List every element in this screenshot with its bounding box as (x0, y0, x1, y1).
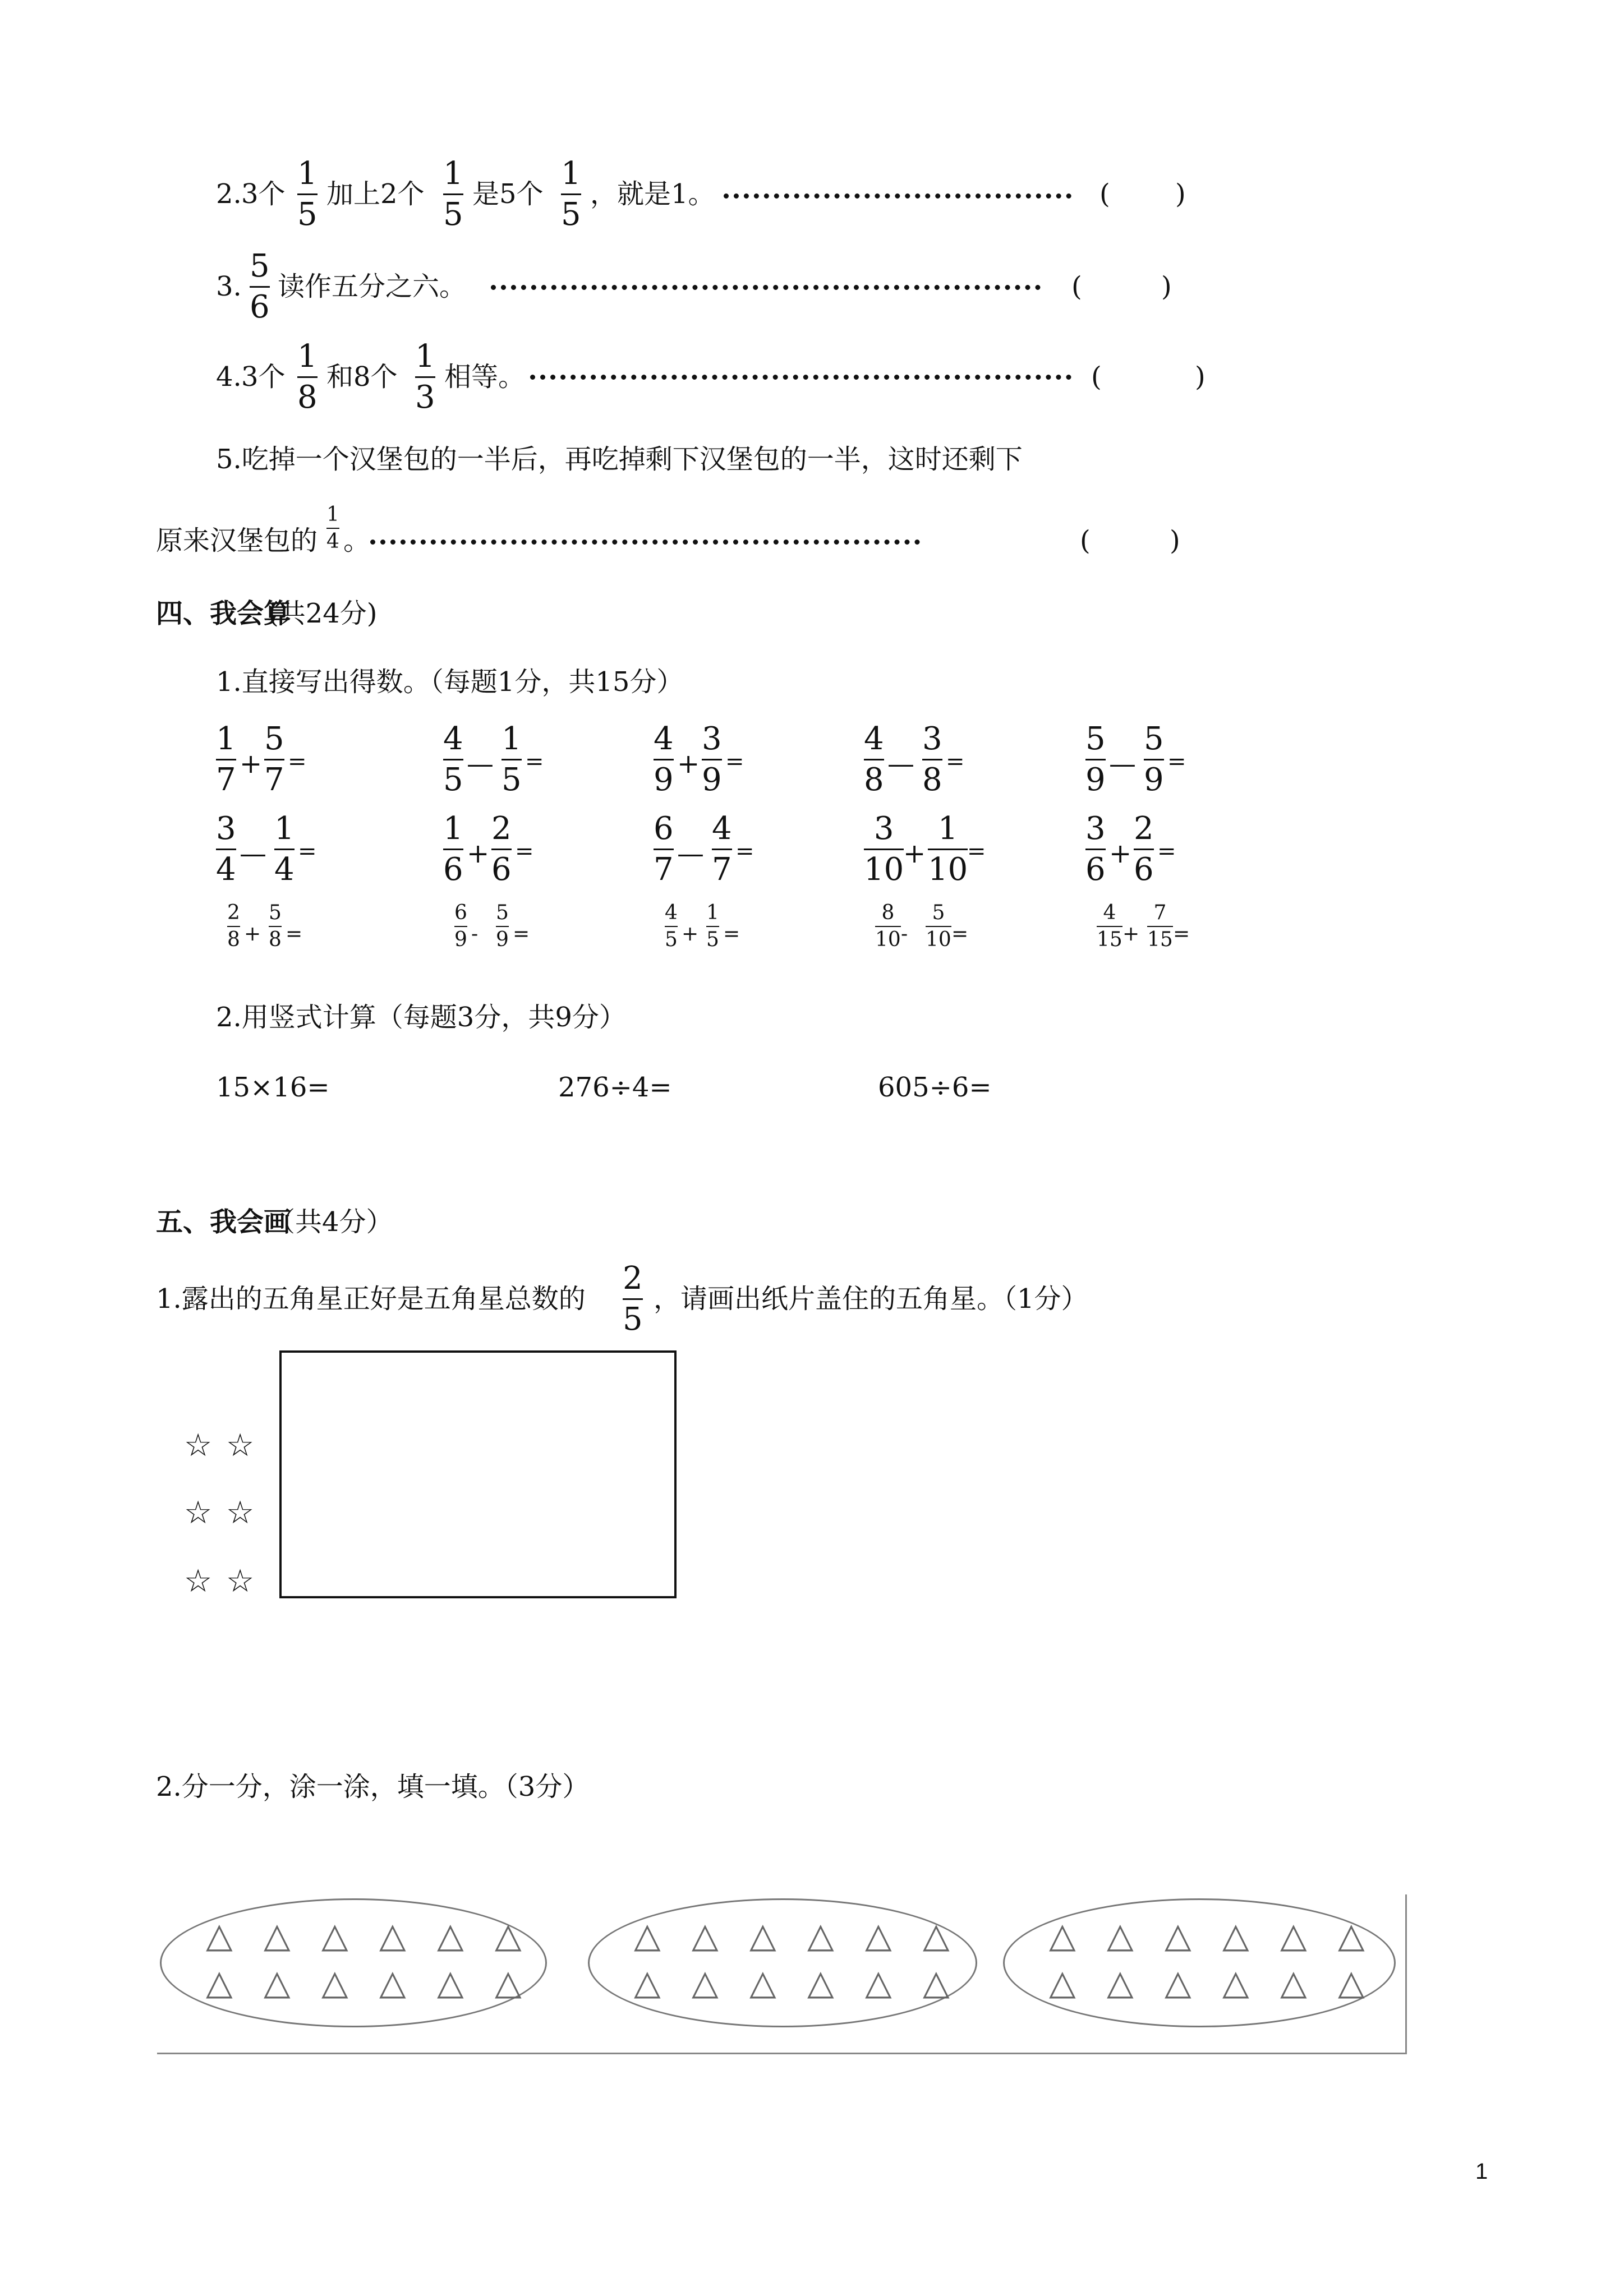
triangle-icon[interactable]: △ (1165, 1962, 1191, 2003)
triangle-icon[interactable]: △ (923, 1915, 950, 1956)
section-4-title: 四、我会算 (156, 598, 291, 629)
q4-fraction-1: 1 8 (297, 338, 318, 416)
vertical-calc-3: 605÷6= (878, 1072, 992, 1103)
triangle-icon[interactable]: △ (379, 1915, 406, 1956)
calc-operator: — (1109, 748, 1136, 780)
triangle-icon[interactable]: △ (1222, 1915, 1249, 1956)
section-5-score: （共4分） (268, 1206, 393, 1238)
q2-number: 2. (216, 178, 242, 210)
paper-cover-box[interactable] (279, 1350, 677, 1598)
figure-bottom-border (157, 2053, 1407, 2054)
q5-fraction: 1 4 (326, 503, 339, 553)
calc-operator: - (471, 923, 479, 946)
triangle-icon[interactable]: △ (321, 1915, 348, 1956)
triangle-icon[interactable]: △ (495, 1962, 522, 2003)
calc-fraction-a: 1 7 (216, 721, 236, 798)
q5-line-2: 原来汉堡包的 (156, 525, 318, 556)
q5-line-1: 5.吃掉一个汉堡包的一半后，再吃掉剩下汉堡包的一半，这时还剩下 (216, 444, 1023, 475)
triangle-icon[interactable]: △ (1049, 1962, 1076, 2003)
calc-operator: + (682, 923, 699, 946)
calc-equals: = (1173, 923, 1190, 946)
calc-equals: = (286, 923, 303, 946)
q4-answer-paren-left[interactable]: ( (1091, 361, 1102, 393)
triangle-icon[interactable]: △ (692, 1915, 719, 1956)
calc-fraction-b: 2 6 (491, 810, 512, 888)
q2-leader-dots (724, 193, 1071, 199)
q3-leader-dots (491, 285, 1041, 290)
q2-fraction-2: 1 5 (443, 155, 463, 233)
calc-fraction-b: 5 10 (926, 901, 951, 951)
q3-fraction: 5 6 (250, 248, 270, 325)
calc-operator: + (244, 923, 261, 946)
triangle-icon[interactable]: △ (634, 1915, 661, 1956)
triangle-icon[interactable]: △ (634, 1962, 661, 2003)
calc-fraction-a: 1 6 (443, 810, 463, 888)
calc-fraction-a: 4 5 (665, 901, 678, 951)
q4-number: 4. (216, 361, 242, 393)
triangle-icon[interactable]: △ (865, 1915, 892, 1956)
star-icon: ☆ (184, 1563, 213, 1599)
page-number: 1 (1475, 2159, 1488, 2184)
section-5-title: 五、我会画 (156, 1206, 291, 1238)
star-icon: ☆ (184, 1495, 213, 1531)
section-4-q2-title: 2.用竖式计算（每题3分，共9分） (216, 1002, 626, 1033)
figure-right-border (1405, 1894, 1407, 2054)
q2-fraction-1: 1 5 (297, 155, 318, 233)
q3-text: 读作五分之六。 (278, 271, 467, 302)
q2-text-3: 是5个 (472, 178, 544, 210)
triangle-icon[interactable]: △ (495, 1915, 522, 1956)
section-5-q1-text-a: 1.露出的五角星正好是五角星总数的 (156, 1283, 586, 1315)
triangle-icon[interactable]: △ (206, 1962, 233, 2003)
triangle-icon[interactable]: △ (379, 1962, 406, 2003)
triangle-icon[interactable]: △ (865, 1962, 892, 2003)
calc-fraction-b: 5 8 (269, 901, 282, 951)
calc-operator: + (677, 748, 700, 780)
q5-period: 。 (343, 525, 371, 556)
triangle-icon[interactable]: △ (923, 1962, 950, 2003)
q3-number: 3. (216, 271, 242, 302)
star-icon: ☆ (226, 1427, 255, 1464)
calc-fraction-b: 2 6 (1134, 810, 1154, 888)
calc-equals: = (515, 838, 534, 864)
calc-equals: = (725, 749, 744, 774)
calc-fraction-a: 6 9 (454, 901, 467, 951)
calc-operator: - (901, 923, 908, 946)
triangle-icon[interactable]: △ (692, 1962, 719, 2003)
triangle-icon[interactable]: △ (206, 1915, 233, 1956)
triangle-icon[interactable]: △ (749, 1962, 776, 2003)
triangle-icon[interactable]: △ (807, 1915, 834, 1956)
q4-text-3: 相等。 (444, 361, 526, 393)
triangle-icon[interactable]: △ (1280, 1962, 1307, 2003)
calc-fraction-b: 1 10 (928, 810, 968, 888)
section-5-q2-text: 2.分一分，涂一涂，填一填。（3分） (156, 1771, 590, 1802)
calc-fraction-a: 3 6 (1085, 810, 1106, 888)
calc-fraction-b: 4 7 (712, 810, 732, 888)
triangle-icon[interactable]: △ (1049, 1915, 1076, 1956)
q4-leader-dots (530, 375, 1071, 380)
calc-equals: = (723, 923, 740, 946)
calc-fraction-a: 3 10 (864, 810, 904, 888)
section-5-q1-fraction: 2 5 (623, 1260, 643, 1338)
calc-fraction-b: 1 5 (502, 721, 522, 798)
star-icon: ☆ (184, 1427, 213, 1464)
triangle-icon[interactable]: △ (437, 1915, 464, 1956)
triangle-icon[interactable]: △ (1338, 1915, 1365, 1956)
calc-fraction-b: 3 8 (922, 721, 942, 798)
triangle-icon[interactable]: △ (1107, 1915, 1134, 1956)
triangle-icon[interactable]: △ (1107, 1962, 1134, 2003)
calc-fraction-a: 5 9 (1085, 721, 1106, 798)
calc-equals: = (298, 838, 317, 864)
q2-answer-paren-left[interactable]: ( (1099, 178, 1110, 210)
calc-operator: + (903, 838, 926, 869)
triangle-icon[interactable]: △ (264, 1962, 291, 2003)
calc-equals: = (513, 923, 530, 946)
calc-operator: — (240, 838, 266, 869)
q4-text-1: 3个 (241, 361, 286, 393)
calc-equals: = (946, 749, 965, 774)
calc-fraction-a: 8 10 (875, 901, 901, 951)
q2-answer-paren-right[interactable]: ) (1175, 178, 1186, 210)
q5-leader-dots (370, 540, 920, 545)
calc-equals: = (735, 838, 755, 864)
calc-equals: = (525, 749, 544, 774)
calc-operator: + (467, 838, 490, 869)
calc-fraction-b: 5 7 (264, 721, 284, 798)
calc-operator: — (467, 748, 494, 780)
calc-operator: + (240, 748, 263, 780)
calc-fraction-a: 6 7 (654, 810, 674, 888)
vertical-calc-1: 15×16= (216, 1072, 330, 1103)
calc-fraction-b: 1 4 (274, 810, 295, 888)
triangle-icon[interactable]: △ (1338, 1962, 1365, 2003)
calc-fraction-a: 4 8 (864, 721, 884, 798)
triangle-icon[interactable]: △ (264, 1915, 291, 1956)
q4-text-2: 和8个 (326, 361, 398, 393)
triangle-icon[interactable]: △ (1222, 1962, 1249, 2003)
section-4-q1-title: 1.直接写出得数。（每题1分，共15分） (216, 666, 684, 698)
q4-fraction-2: 1 3 (415, 338, 435, 416)
triangle-icon[interactable]: △ (1280, 1915, 1307, 1956)
calc-operator: — (887, 748, 914, 780)
calc-fraction-a: 4 5 (443, 721, 463, 798)
calc-equals: = (951, 923, 969, 946)
calc-fraction-b: 7 15 (1147, 901, 1173, 951)
calc-fraction-a: 4 9 (654, 721, 674, 798)
calc-fraction-a: 2 8 (227, 901, 240, 951)
calc-equals: = (967, 838, 986, 864)
calc-fraction-b: 5 9 (496, 901, 509, 951)
calc-fraction-b: 5 9 (1144, 721, 1164, 798)
calc-equals: = (1167, 749, 1186, 774)
triangle-icon[interactable]: △ (807, 1962, 834, 2003)
q5-answer-paren-left[interactable]: ( (1080, 525, 1091, 556)
calc-fraction-a: 4 15 (1097, 901, 1122, 951)
triangle-icon[interactable]: △ (437, 1962, 464, 2003)
q3-answer-paren-right[interactable]: ) (1161, 271, 1172, 302)
star-icon: ☆ (226, 1563, 255, 1599)
calc-operator: + (1109, 838, 1132, 869)
q3-answer-paren-left[interactable]: ( (1071, 271, 1082, 302)
vertical-calc-2: 276÷4= (558, 1072, 672, 1103)
triangle-icon[interactable]: △ (749, 1915, 776, 1956)
q2-text-1: 3个 (241, 178, 286, 210)
calc-fraction-b: 1 5 (706, 901, 719, 951)
calc-equals: = (1157, 838, 1176, 864)
q2-text-4: ，就是1。 (590, 178, 715, 210)
calc-fraction-a: 3 4 (216, 810, 236, 888)
q2-text-2: 加上2个 (326, 178, 425, 210)
calc-operator: — (677, 838, 704, 869)
section-4-score: (共24分) (268, 598, 378, 629)
q2-fraction-3: 1 5 (561, 155, 581, 233)
calc-equals: = (288, 749, 307, 774)
section-5-q1-text-b: ，请画出纸片盖住的五角星。（1分） (654, 1283, 1088, 1315)
triangle-icon[interactable]: △ (1165, 1915, 1191, 1956)
star-icon: ☆ (226, 1495, 255, 1531)
q4-answer-paren-right[interactable]: ) (1195, 361, 1206, 393)
triangle-icon[interactable]: △ (321, 1962, 348, 2003)
calc-operator: + (1122, 923, 1140, 946)
q5-answer-paren-right[interactable]: ) (1170, 525, 1180, 556)
calc-fraction-b: 3 9 (702, 721, 722, 798)
